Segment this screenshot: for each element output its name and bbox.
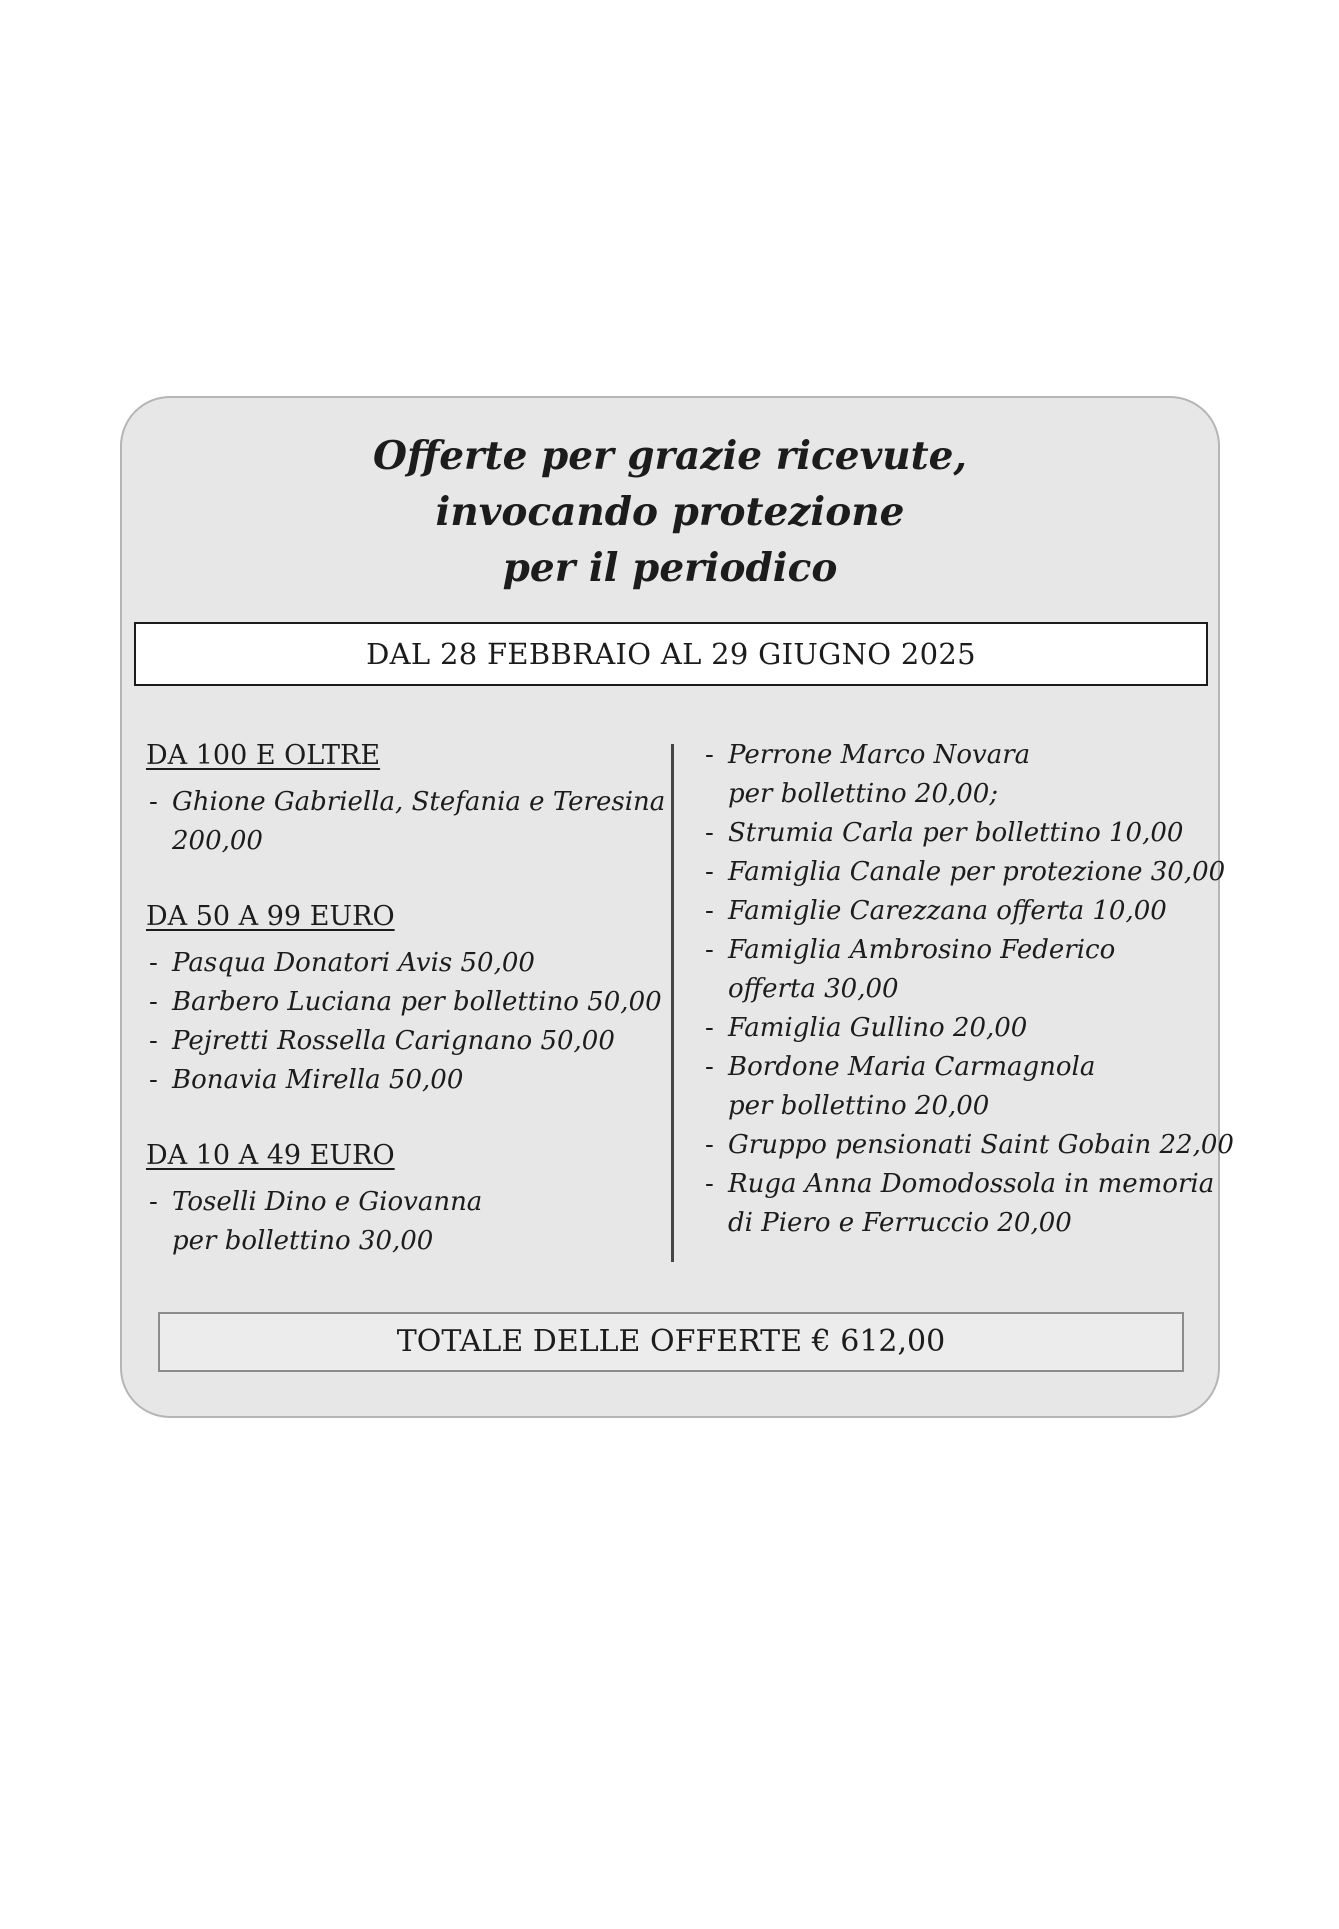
list-item bbox=[702, 814, 1202, 853]
list-item-line: - Strumia Carla per bollettino 10,00 bbox=[728, 818, 1184, 848]
list-item-line: - Pejretti Rossella Carignano 50,00 bbox=[172, 1026, 615, 1056]
right-column bbox=[702, 736, 1234, 1243]
list-item-line: - Perrone Marco Novara bbox=[728, 740, 1031, 770]
list-item-line: - Famiglie Carezzana offerta 10,00 bbox=[728, 896, 1167, 926]
list-item bbox=[146, 1022, 666, 1061]
list-item-line: - Famiglia Gullino 20,00 bbox=[728, 1013, 1028, 1043]
list-item bbox=[146, 1183, 666, 1261]
list-item-line: - Pasqua Donatori Avis 50,00 bbox=[172, 948, 535, 978]
section-heading: DA 50 A 99 EURO bbox=[146, 901, 395, 932]
list-item bbox=[702, 1048, 1202, 1126]
title-line-1: Offerte per grazie ricevute, bbox=[373, 433, 967, 479]
list-item-line: - Barbero Luciana per bollettino 50,00 bbox=[172, 987, 662, 1017]
section-heading: DA 10 A 49 EURO bbox=[146, 1140, 395, 1171]
list-item bbox=[146, 783, 666, 861]
section-50-99 bbox=[146, 897, 666, 1100]
list-item-line: per bollettino 20,00; bbox=[728, 779, 999, 809]
total-banner: TOTALE DELLE OFFERTE € 612,00 bbox=[158, 1312, 1184, 1372]
donor-list bbox=[146, 1183, 666, 1261]
list-item bbox=[702, 736, 1202, 814]
list-item bbox=[702, 853, 1226, 892]
list-item bbox=[702, 1126, 1234, 1165]
list-item-line: - Famiglia Ambrosino Federico bbox=[728, 935, 1116, 965]
list-item-line: 200,00 bbox=[172, 826, 263, 856]
list-item-line: - Bordone Maria Carmagnola bbox=[728, 1052, 1096, 1082]
list-item bbox=[702, 931, 1202, 1009]
list-item-line: - Toselli Dino e Giovanna bbox=[172, 1187, 483, 1217]
list-item-line: per bollettino 20,00 bbox=[728, 1091, 990, 1121]
list-item-line: di Piero e Ferruccio 20,00 bbox=[728, 1208, 1072, 1238]
donor-list bbox=[702, 736, 1234, 1243]
list-item-line: - Gruppo pensionati Saint Gobain 22,00 bbox=[728, 1130, 1234, 1160]
donor-list bbox=[146, 783, 666, 861]
page-title bbox=[122, 428, 1218, 596]
list-item-line: - Ruga Anna Domodossola in memoria bbox=[728, 1169, 1215, 1199]
list-item bbox=[702, 1009, 1202, 1048]
list-item bbox=[702, 892, 1202, 931]
left-column bbox=[146, 736, 666, 1297]
period-banner: DAL 28 FEBBRAIO AL 29 GIUGNO 2025 bbox=[134, 622, 1208, 686]
list-item bbox=[702, 1165, 1215, 1243]
section-10-49 bbox=[146, 1136, 666, 1261]
list-item-line: - Famiglia Canale per protezione 30,00 bbox=[728, 857, 1226, 887]
section-100-plus bbox=[146, 736, 666, 861]
section-heading: DA 100 E OLTRE bbox=[146, 740, 381, 771]
offerings-panel bbox=[120, 396, 1234, 1418]
list-item bbox=[146, 983, 666, 1022]
column-divider bbox=[671, 744, 674, 1262]
donor-list bbox=[146, 944, 666, 1100]
list-item bbox=[146, 1061, 666, 1100]
list-item-line: - Ghione Gabriella, Stefania e Teresina bbox=[172, 787, 666, 817]
title-line-3: per il periodico bbox=[502, 545, 838, 591]
list-item-line: offerta 30,00 bbox=[728, 974, 899, 1004]
title-line-2: invocando protezione bbox=[435, 489, 905, 535]
list-item-line: - Bonavia Mirella 50,00 bbox=[172, 1065, 464, 1095]
list-item bbox=[146, 944, 666, 983]
list-item-line: per bollettino 30,00 bbox=[172, 1226, 434, 1256]
